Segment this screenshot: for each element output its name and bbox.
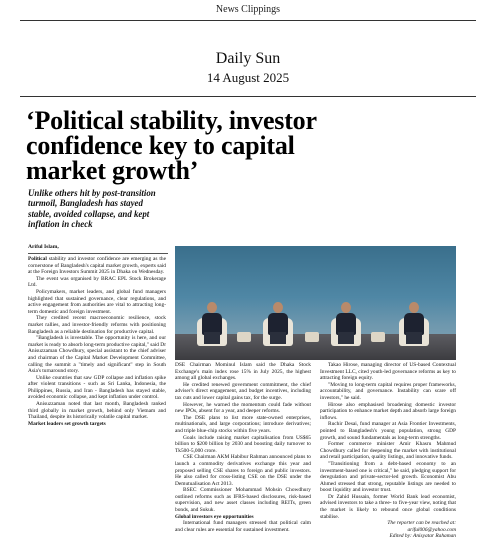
paragraph: Goals include raising market capitalisation from US$65 billion to $200 billion by 2030 and boosting daily turnover to Tk500-5,000 crore. xyxy=(175,434,311,454)
column-2 xyxy=(175,362,311,533)
paragraph: Anisuzzaman noted that last month, Bangladesh ranked third globally in market growth, behind only Vietnam and Thailand, despite its historically volatile capital market. xyxy=(28,401,166,421)
publication-date: 14 August 2025 xyxy=(206,70,290,85)
panelist xyxy=(268,302,288,344)
deck: Unlike others hit by post-transition turmoil, Bangladesh has stayed stable, avoided collapse, and kept inflation in check xyxy=(28,188,156,229)
lead-paragraph xyxy=(28,256,166,276)
lead-text: stability and investor confidence are emerging as the cornerstone of Bangladesh's capital market growth, experts said at the Foreign Investors Summit 2025 in Dhaka on Wednesday. xyxy=(28,256,166,276)
headline-line: confidence key to capital xyxy=(26,131,295,160)
paragraph: Ruchir Desai, fund manager at Asia Frontier Investments, pointed to Bangladesh's young population, strong GDP growth, and sound fundamentals as long-term strengths. xyxy=(320,421,456,441)
headline xyxy=(26,108,476,183)
column-1 xyxy=(28,256,166,427)
column-3 xyxy=(320,362,456,540)
panelist xyxy=(336,302,356,344)
paragraph: Hirose also emphasised broadening domestic investor participation to enhance market depth and absorb large foreign inflows. xyxy=(320,401,456,421)
section-title: News Clippings xyxy=(215,4,281,15)
subhead: Global investors eye opportunities xyxy=(175,513,254,520)
reporter-credit: The reporter can be reached at: xyxy=(387,520,456,527)
headline-line: ‘Political stability, investor xyxy=(26,106,317,135)
paragraph: The event was organised by BRAC EPL Stock Brokerage Ltd. xyxy=(28,275,166,289)
panelist xyxy=(404,302,424,344)
paragraph: The DSE plans to list more state-owned enterprises, multinationals, and large corporations; introduce derivatives; and triple blue-chip stocks within five years. xyxy=(175,414,311,434)
paragraph: However, he warned the momentum could fade without new IPOs, absent for a year, and deeper reforms. xyxy=(175,401,311,415)
paragraph: They credited recent macroeconomic resilience, stock market rallies, and investor-friendly reforms with positioning Bangladesh as a reliable destination for productive capital. xyxy=(28,315,166,335)
lead-word: Political xyxy=(28,256,47,262)
byline-rule xyxy=(28,253,168,254)
top-rule xyxy=(20,20,476,21)
paragraph: "Moving to long-term capital requires proper frameworks, accountability, and governance. Instability can scare off investors," he said. xyxy=(320,381,456,401)
photo-caption: DSE Chairman Mominul Islam said the Dhaka Stock Exchange's main index rose 15% in July 2025, the highest among all global exchanges. xyxy=(175,362,311,382)
newspaper-name: Daily Sun xyxy=(215,50,281,67)
side-table xyxy=(237,332,251,342)
paragraph: Takao Hirose, managing director of US-based Contextual Investment LLC, cited youth-led governance reforms as key to attracting foreign equity. xyxy=(320,362,456,382)
paragraph: BSEC Commissioner Mohammad Mohsin Chowdhury outlined reforms such as IFRS-based disclosures, risk-based supervision, and new asset classes including REITs, green bonds, and Sukuk. xyxy=(175,487,311,514)
side-table xyxy=(371,332,385,342)
paragraph: Unlike countries that saw GDP collapse and inflation spike after violent transitions - such as Sri Lanka, Indonesia, the Philippines, Russia, and Iran - Bangladesh has stayed stable, avoided economic collapse, and kept inflation under control. xyxy=(28,374,166,401)
panelist xyxy=(202,302,222,344)
reporter-email: ariful006@yahoo.com xyxy=(407,526,456,533)
paragraph: "Bangladesh is investable. The opportunity is here, and our market is ready to absorb long-term productive capital," said Dr Anisuzzaman Chowdhury, special assistant to the chief adviser and chairman of the Capital Market Development Committee, calling the summit a "timely and significant" step in South Asia's turnaround story. xyxy=(28,335,166,375)
paragraph: Dr Zahid Hussain, former World Bank lead economist, advised investors to take a three- to five-year view, noting that the market is likely to rebound once global conditions stabilise. xyxy=(320,493,456,520)
editor-credit: Edited by: Anisyatar Rahaman xyxy=(389,533,456,540)
paragraph: CSE Chairman AKM Habibur Rahman announced plans to launch a commodity derivatives exchange this year and proposed selling CSE shares to foreign and public investors. He also called for cross-listing CSE on the DSE under the Demutualisation Act 2013. xyxy=(175,454,311,487)
paragraph: Policymakers, market leaders, and global fund managers highlighted that sustained governance, clear regulations, and active engagement from authorities are vital to attracting long-term domestic and foreign investment. xyxy=(28,288,166,315)
masthead-rule xyxy=(20,96,476,97)
paragraph: "Transitioning from a debt-based economy to an investment-based one is critical," he said, pledging support for deregulation and private-sector-led growth. Economist Abu Ahmed stressed that strong, reputable listings are needed to boost liquidity and investor trust. xyxy=(320,460,456,494)
headline-line: market growth’ xyxy=(26,156,199,185)
panel-discussion-photo xyxy=(175,246,456,360)
paragraph: He credited renewed government commitment, the chief adviser's direct engagement, and budget incentives, including tax cuts and lower capital gains tax, for the surge. xyxy=(175,381,311,401)
paragraph: International fund managers stressed that political calm and clear rules are essential for sustained investment. xyxy=(175,520,311,533)
paragraph: Former commerce minister Amir Khasru Mahmud Chowdhury called for deepening the market with institutional and retail participation, quality listings, and innovative funds. xyxy=(320,441,456,461)
side-table xyxy=(305,332,319,342)
byline: Ariful Islam, xyxy=(28,244,59,250)
subhead: Market leaders set growth targets xyxy=(28,420,106,427)
